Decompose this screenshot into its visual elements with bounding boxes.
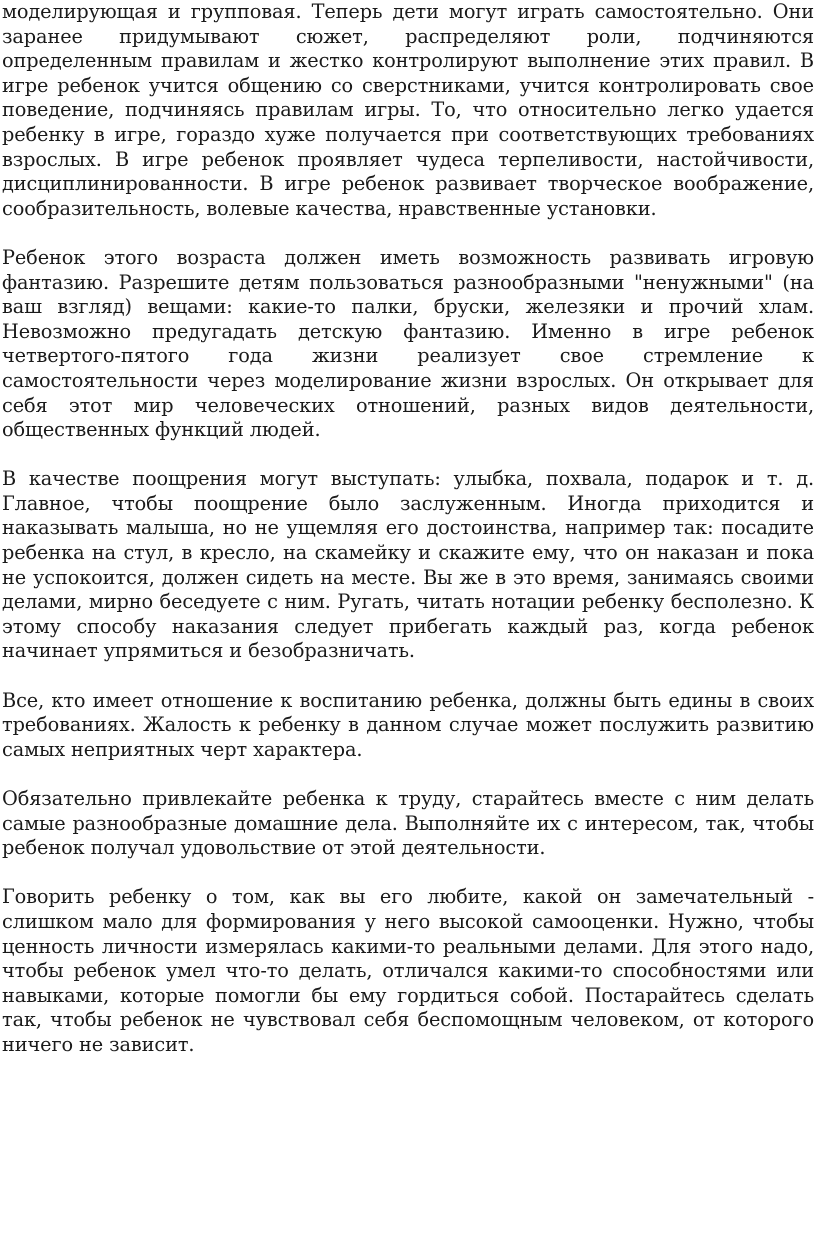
paragraph-4: Все, кто имеет отношение к воспитанию ребенка, должны быть едины в своих требованиях. Жалость к ребенку в данном случае может послужить развитию самых неприятных черт характера. bbox=[2, 688, 814, 761]
paragraph-3: В качестве поощрения могут выступать: улыбка, похвала, подарок и т. д. Главное, чтобы поощрение было заслуженным. Иногда приходится и наказывать малыша, но не ущемляя его достоинства, например так: посадите ребенка на стул, в кресло, на скамейку и скажите ему, что он наказан и пока не успокоится, должен сидеть на месте. Вы же в это время, занимаясь своими делами, мирно беседуете с ним. Ругать, читать нотации ребенку бесполезно. К этому способу наказания следует прибегать каждый раз, когда ребенок начинает упрямиться и безобразничать. bbox=[2, 467, 814, 663]
paragraph-5: Обязательно привлекайте ребенка к труду, старайтесь вместе с ним делать самые разнообразные домашние дела. Выполняйте их с интересом, так, чтобы ребенок получал удовольствие от этой деятельности. bbox=[2, 787, 814, 860]
document-page bbox=[2, 0, 814, 1058]
paragraph-1: моделирующая и групповая. Теперь дети могут играть самостоятельно. Они заранее придумывают сюжет, распределяют роли, подчиняются определенным правилам и жестко контролируют выполнение этих правил. В игре ребенок учится общению со сверстниками, учится контролировать свое поведение, подчиняясь правилам игры. То, что относительно легко удается ребенку в игре, гораздо хуже получается при соответствующих требованиях взрослых. В игре ребенок проявляет чудеса терпеливости, настойчивости, дисциплинированности. В игре ребенок развивает творческое воображение, сообразительность, волевые качества, нравственные установки. bbox=[2, 0, 814, 220]
paragraph-2: Ребенок этого возраста должен иметь возможность развивать игровую фантазию. Разрешите детям пользоваться разнообразными "ненужными" (на ваш взгляд) вещами: какие-то палки, бруски, железяки и прочий хлам. Невозможно предугадать детскую фантазию. Именно в игре ребенок четвертого-пятого года жизни реализует свое стремление к самостоятельности через моделирование жизни взрослых. Он открывает для себя этот мир человеческих отношений, разных видов деятельности, общественных функций людей. bbox=[2, 245, 814, 442]
paragraph-6: Говорить ребенку о том, как вы его любите, какой он замечательный - слишком мало для формирования у него высокой самооценки. Нужно, чтобы ценность личности измерялась какими-то реальными делами. Для этого надо, чтобы ребенок умел что-то делать, отличался какими-то способностями или навыками, которые помогли бы ему гордиться собой. Постарайтесь сделать так, чтобы ребенок не чувствовал себя беспомощным человеком, от которого ничего не зависит. bbox=[2, 885, 814, 1056]
